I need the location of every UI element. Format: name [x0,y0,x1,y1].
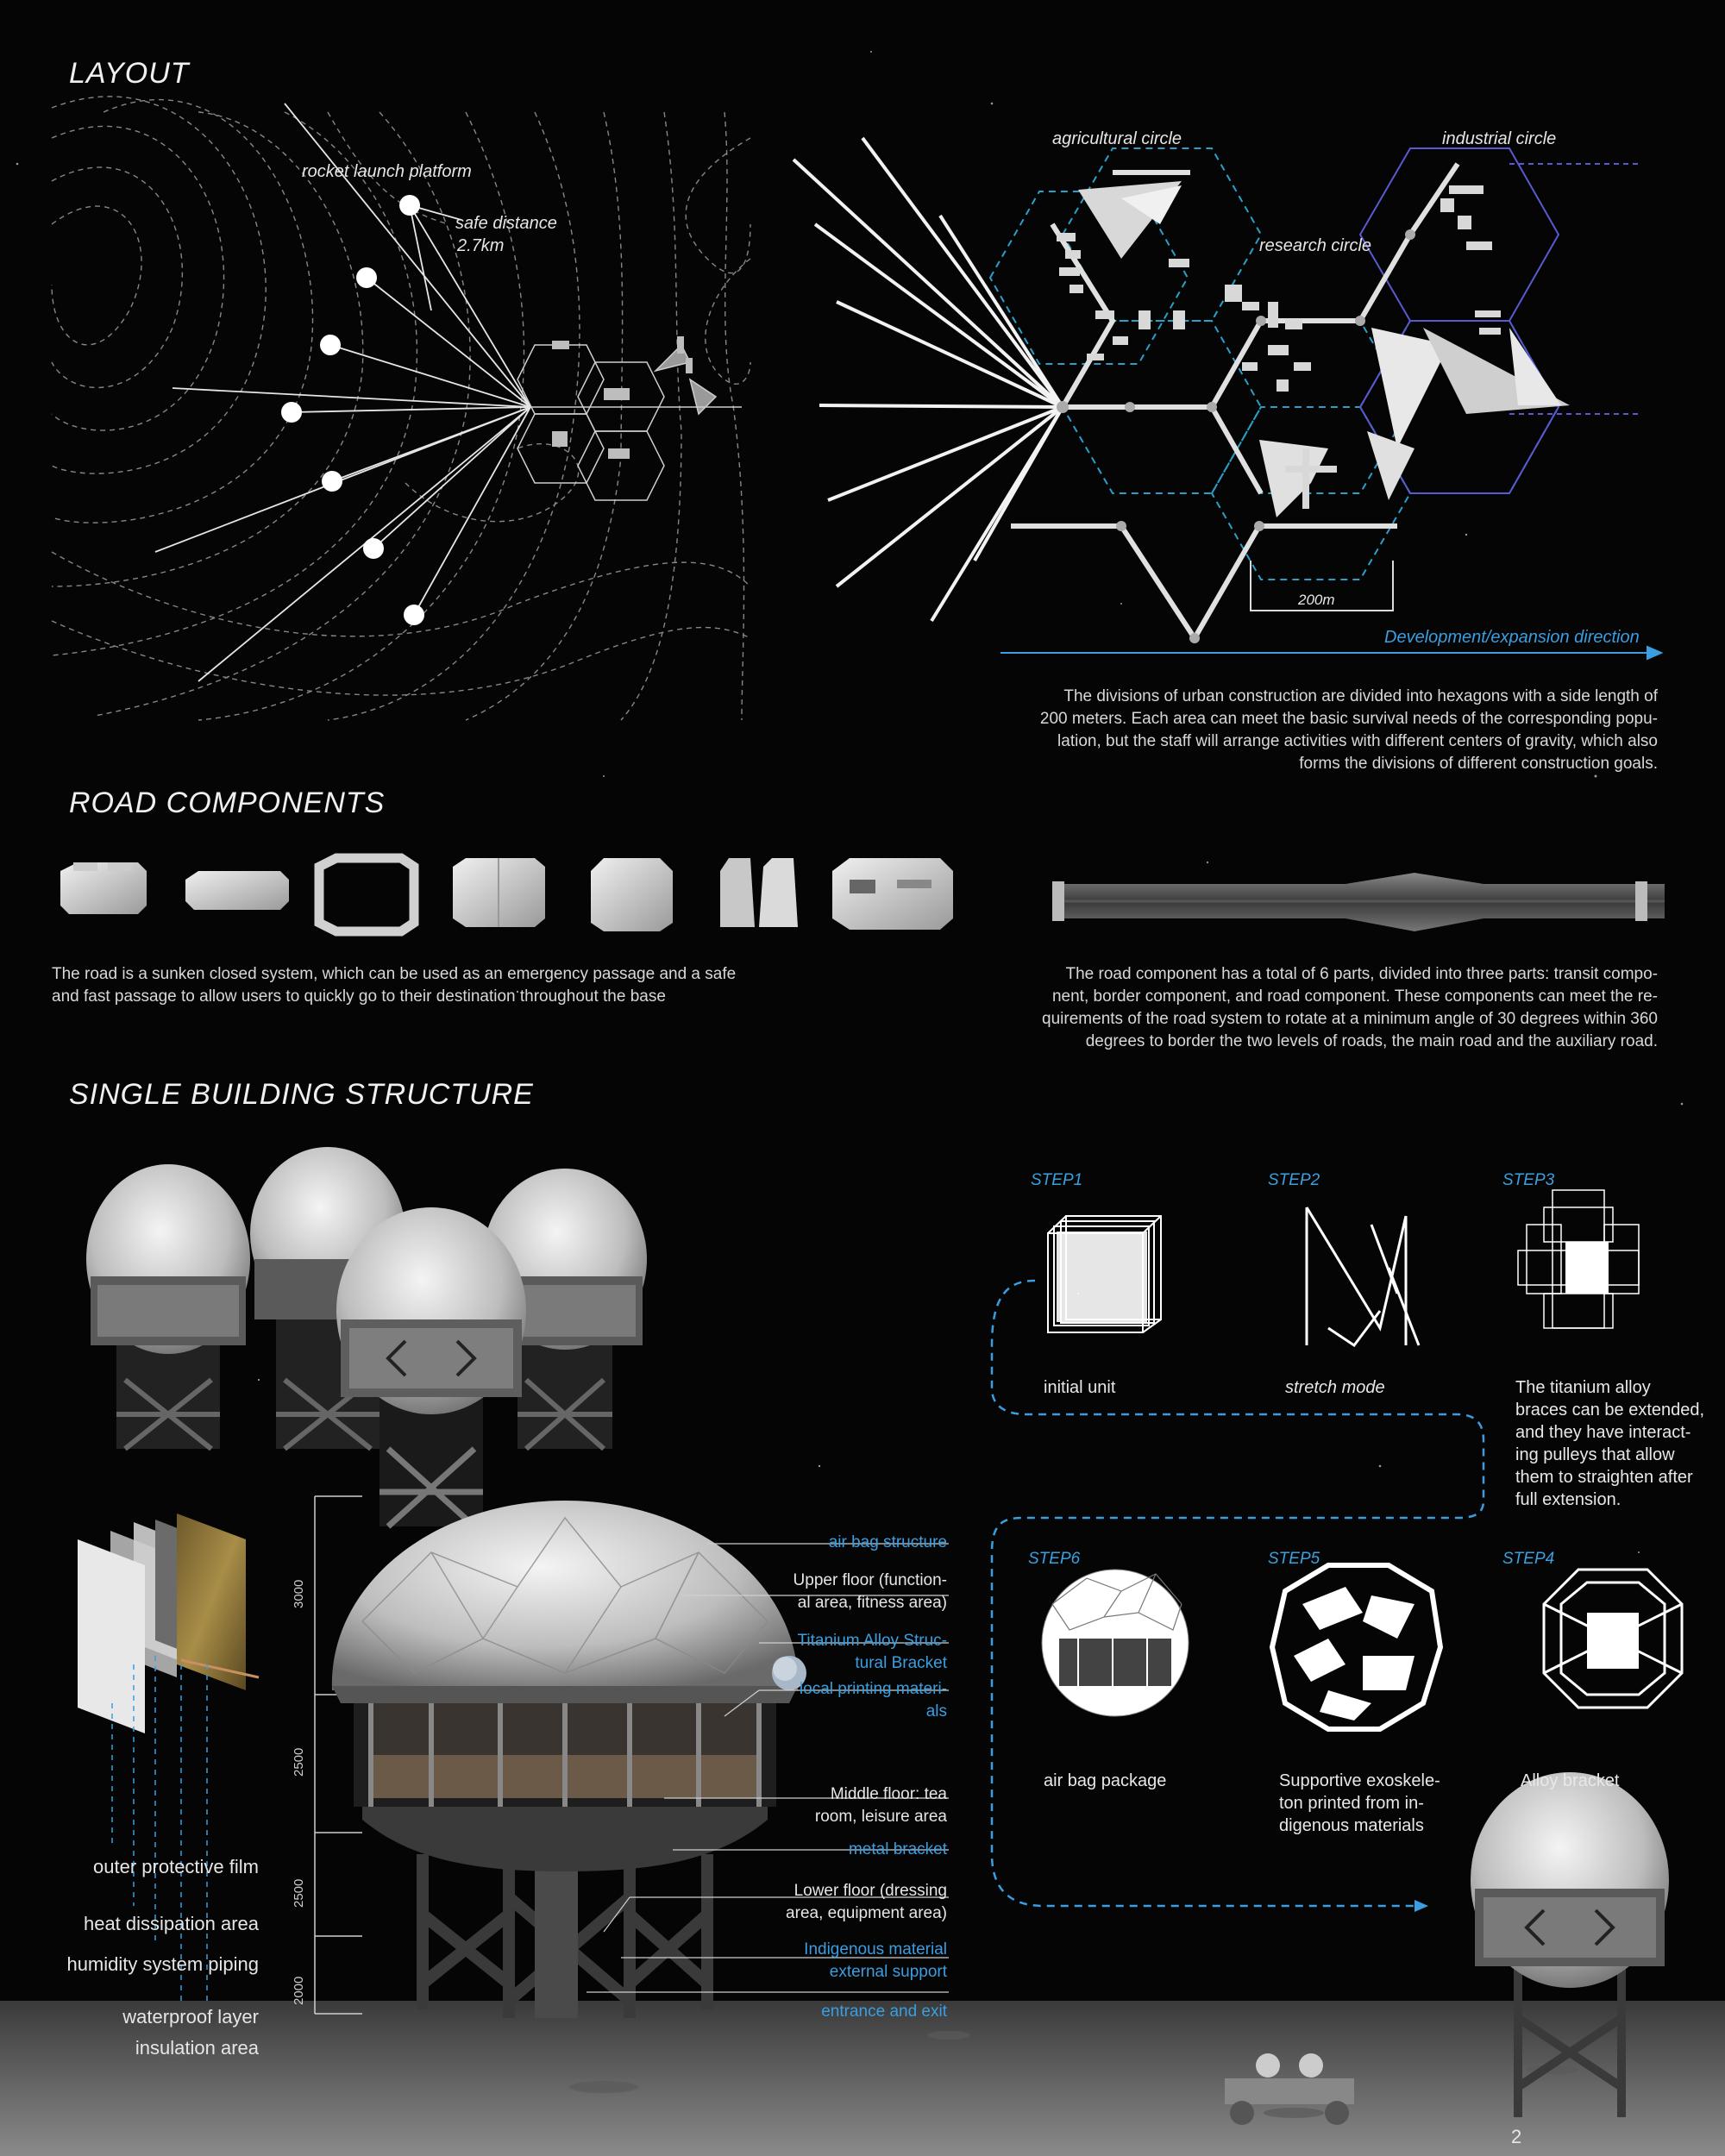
launch-rays [155,103,530,681]
road-components [60,858,1665,931]
research-circle-label: research circle [1259,236,1372,255]
step6-diagram [1042,1570,1189,1716]
step2-caption: stretch mode [1285,1378,1385,1397]
road-description-right: The road component has a total of 6 parts, divided into three parts: transit compo- nent, border component, and road component. These components can meet the re- quirements of the road system to rotate at a minimum angle of 30 degrees within 360 degrees to border the two levels of roads, the main road and the auxiliary road. [1042,965,1658,1050]
section-title-road: ROAD COMPONENTS [69,787,386,819]
lunar-ground [0,2001,1725,2156]
road-description-left: The road is a sunken closed system, which can be used as an emergency passage and a safe and fast passage to allow users to quickly go to their destination throughout the base [52,965,737,1006]
rocket-platform-label: rocket launch platform [302,162,472,181]
step2-diagram [1307,1207,1419,1345]
annotation-lower-floor: Lower floor (dressing area, equipment area) [786,1882,947,1922]
layer-heat-dissipation: heat dissipation area [83,1913,259,1934]
section-title-layout: LAYOUT [69,57,190,90]
annotation-entrance: entrance and exit [821,2002,947,2021]
step3-label: STEP3 [1502,1171,1555,1189]
hex-grid-industrial [1360,148,1639,493]
dimension-2000: 2000 [292,1976,306,2005]
contour-lines [52,97,750,720]
safe-distance-label: safe distance [455,214,557,233]
step3-caption: The titanium alloy braces can be extended, and they have interact- ing pulleys that allow them to straighten after full extension. [1515,1378,1705,1509]
layer-waterproof: waterproof layer [122,2006,259,2028]
step6-caption: air bag package [1044,1771,1167,1790]
dimension-3000: 3000 [292,1579,306,1608]
annotation-metal-bracket: metal bracket [848,1840,947,1858]
agricultural-circle-label: agricultural circle [1052,129,1182,148]
layer-humidity-piping: humidity system piping [66,1953,259,1975]
annotation-middle-floor: Middle floor: tea room, leisure area [814,1785,947,1826]
dimension-2500-upper: 2500 [292,1747,306,1777]
section-title-building: SINGLE BUILDING STRUCTURE [69,1078,534,1111]
step4-label: STEP4 [1502,1550,1555,1568]
dome-cluster [86,1147,647,1526]
annotation-local-printing: local printing materi- als [799,1680,947,1720]
step1-label: STEP1 [1031,1171,1083,1189]
page-number: 2 [1511,2126,1522,2147]
step1-caption: initial unit [1044,1378,1116,1397]
hex-rays [794,138,1063,621]
step2-label: STEP2 [1268,1171,1320,1189]
annotation-air-bag: air bag structure [828,1533,947,1551]
hex-description: The divisions of urban construction are divided into hexagons with a side length of 200 meters. Each area can meet the basic survival needs of the corresponding popu- lation, but the staff will arrange activities with different centers of gravity, which also forms the divisions of different construction goals. [1039,687,1658,773]
step4-caption: Alloy bracket [1521,1771,1620,1790]
industrial-circle-label: industrial circle [1442,129,1557,148]
layer-stack [78,1514,259,1733]
safe-distance-value: 2.7km [457,236,505,255]
step5-caption: Supportive exoskele- ton printed from in- digenous materials [1279,1771,1440,1835]
scale-label: 200m [1298,592,1335,608]
layer-insulation: insulation area [135,2037,259,2059]
annotation-indigenous-support: Indigenous material external support [804,1940,947,1981]
mini-city-plan [518,345,742,500]
dimension-2500-lower: 2500 [292,1878,306,1908]
direction-arrow [1000,647,1661,659]
direction-label: Development/expansion direction [1384,628,1640,647]
annotation-titanium-bracket: Titanium Alloy Struc- tural Bracket [797,1632,947,1672]
step6-label: STEP6 [1028,1550,1081,1568]
layer-outer-film: outer protective film [93,1856,259,1877]
hex-buildings [1057,181,1570,517]
step5-label: STEP5 [1268,1550,1320,1568]
annotation-upper-floor: Upper floor (function- al area, fitness area) [793,1571,947,1612]
